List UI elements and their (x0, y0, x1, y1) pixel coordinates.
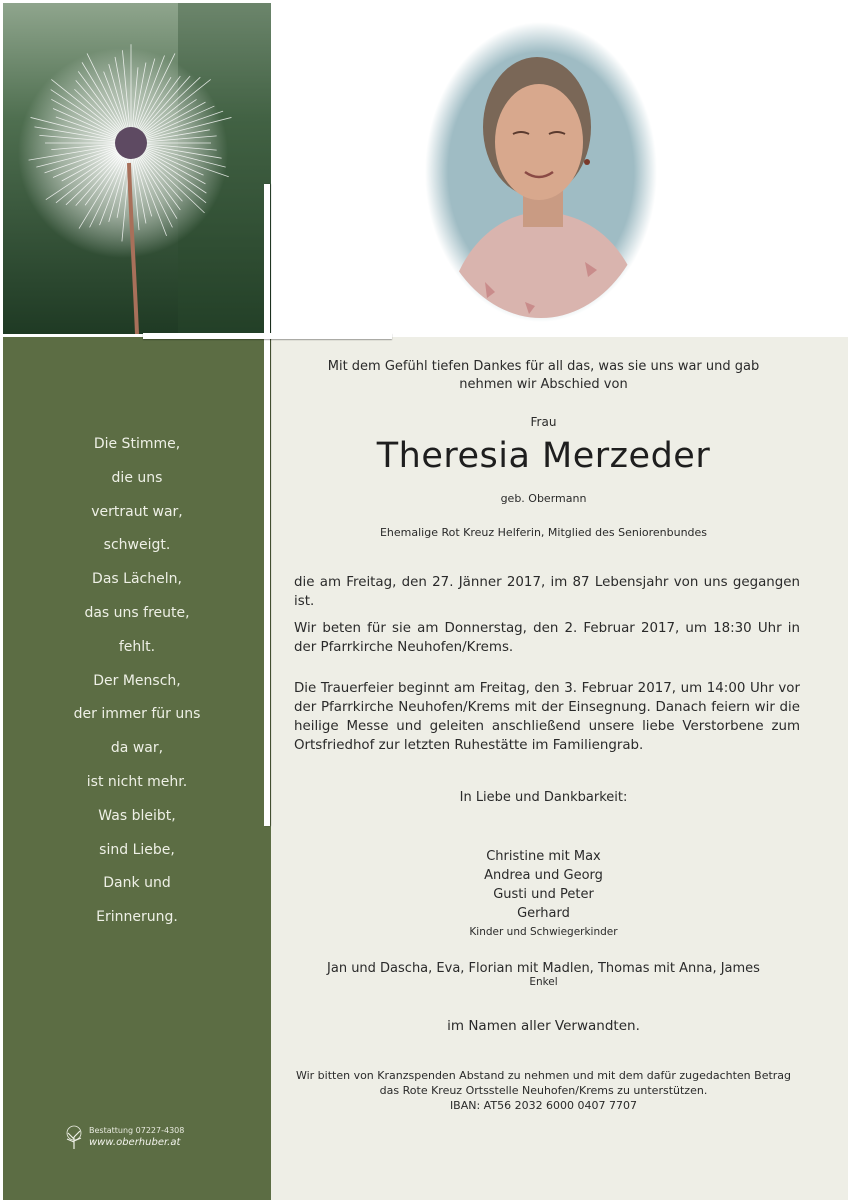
cross-vertical-bar (264, 184, 270, 826)
poem-line: vertraut war, (91, 503, 183, 520)
family-member: Gerhard (517, 906, 570, 921)
donation-line: Wir bitten von Kranzspenden Abstand zu nehmen und mit dem dafür zugedachten Betrag (295, 1069, 792, 1082)
sidebar (3, 337, 271, 1200)
grandchildren-label: Enkel (529, 976, 558, 988)
funeral-home-logo (63, 1123, 263, 1155)
funeral-announcement: Die Trauerfeier beginnt am Freitag, den 3. Februar 2017, um 14:00 Uhr vor der Pfarrkirche Neuhofen/Krems mit der Einsegnung. Danach feiern wir die heilige Messe und geleiten anschließend unsere liebe Verstorbene zum Ortsfriedhof zur letzten Ruhestätte im Familiengrab. (294, 681, 800, 753)
poem-line: die uns (111, 469, 163, 486)
intro-text (271, 358, 816, 394)
family-label: Kinder und Schwiegerkinder (469, 926, 618, 938)
prayer-announcement: Wir beten für sie am Donnerstag, den 2. Februar 2017, um 18:30 Uhr in der Pfarrkirche Neuhofen/Krems. (294, 621, 800, 655)
poem-line: da war, (110, 740, 164, 757)
intro-line: nehmen wir Abschied von (459, 377, 628, 392)
intro-line: Mit dem Gefühl tiefen Dankes für all das, was sie uns war und gab (327, 359, 760, 374)
deceased-role: Ehemalige Rot Kreuz Helferin, Mitglied des Seniorenbundes (379, 526, 708, 539)
birth-name: geb. Obermann (500, 492, 587, 505)
poem-line: Dank und (103, 875, 171, 892)
closing-phrase: In Liebe und Dankbarkeit: (459, 790, 628, 805)
poem-line: schweigt. (103, 537, 171, 554)
dandelion-photo (3, 3, 271, 334)
cross-horizontal-bar (143, 333, 392, 339)
salutation: Frau (530, 415, 557, 429)
donation-iban: IBAN: AT56 2032 6000 0407 7707 (449, 1099, 638, 1112)
poem-line: Was bleibt, (98, 807, 176, 824)
donation-request (271, 1068, 816, 1113)
family-list (271, 847, 816, 942)
deceased-name: Theresia Merzeder (376, 436, 711, 476)
poem-line: sind Liebe, (99, 841, 175, 858)
relatives-line: im Namen aller Verwandten. (447, 1018, 640, 1034)
poem-line: fehlt. (118, 638, 156, 655)
family-member: Gusti und Peter (493, 887, 594, 902)
poem-line: Erinnerung. (96, 909, 178, 926)
poem-line: das uns freute, (84, 604, 190, 621)
poem (3, 433, 271, 940)
poem-line: Die Stimme, (93, 436, 181, 452)
portrait-photo (425, 22, 657, 322)
poem-line: Das Lächeln, (92, 571, 182, 588)
logo-phone: Bestattung 07227-4308 (89, 1126, 185, 1135)
poem-line: Der Mensch, (93, 672, 181, 689)
tree-logo-icon (63, 1125, 85, 1151)
donation-line: das Rote Kreuz Ortsstelle Neuhofen/Krems zu unterstützen. (379, 1084, 708, 1097)
logo-website: www.oberhuber.at (89, 1137, 181, 1148)
family-member: Christine mit Max (486, 849, 601, 864)
family-member: Andrea und Georg (484, 868, 603, 883)
grandchildren-block (271, 961, 816, 988)
death-announcement: die am Freitag, den 27. Jänner 2017, im 87 Lebensjahr von uns gegangen ist. (294, 575, 800, 609)
grandchildren-names: Jan und Dascha, Eva, Florian mit Madlen, Thomas mit Anna, James (327, 961, 760, 976)
poem-line: ist nicht mehr. (86, 773, 188, 790)
poem-line: der immer für uns (73, 706, 201, 723)
